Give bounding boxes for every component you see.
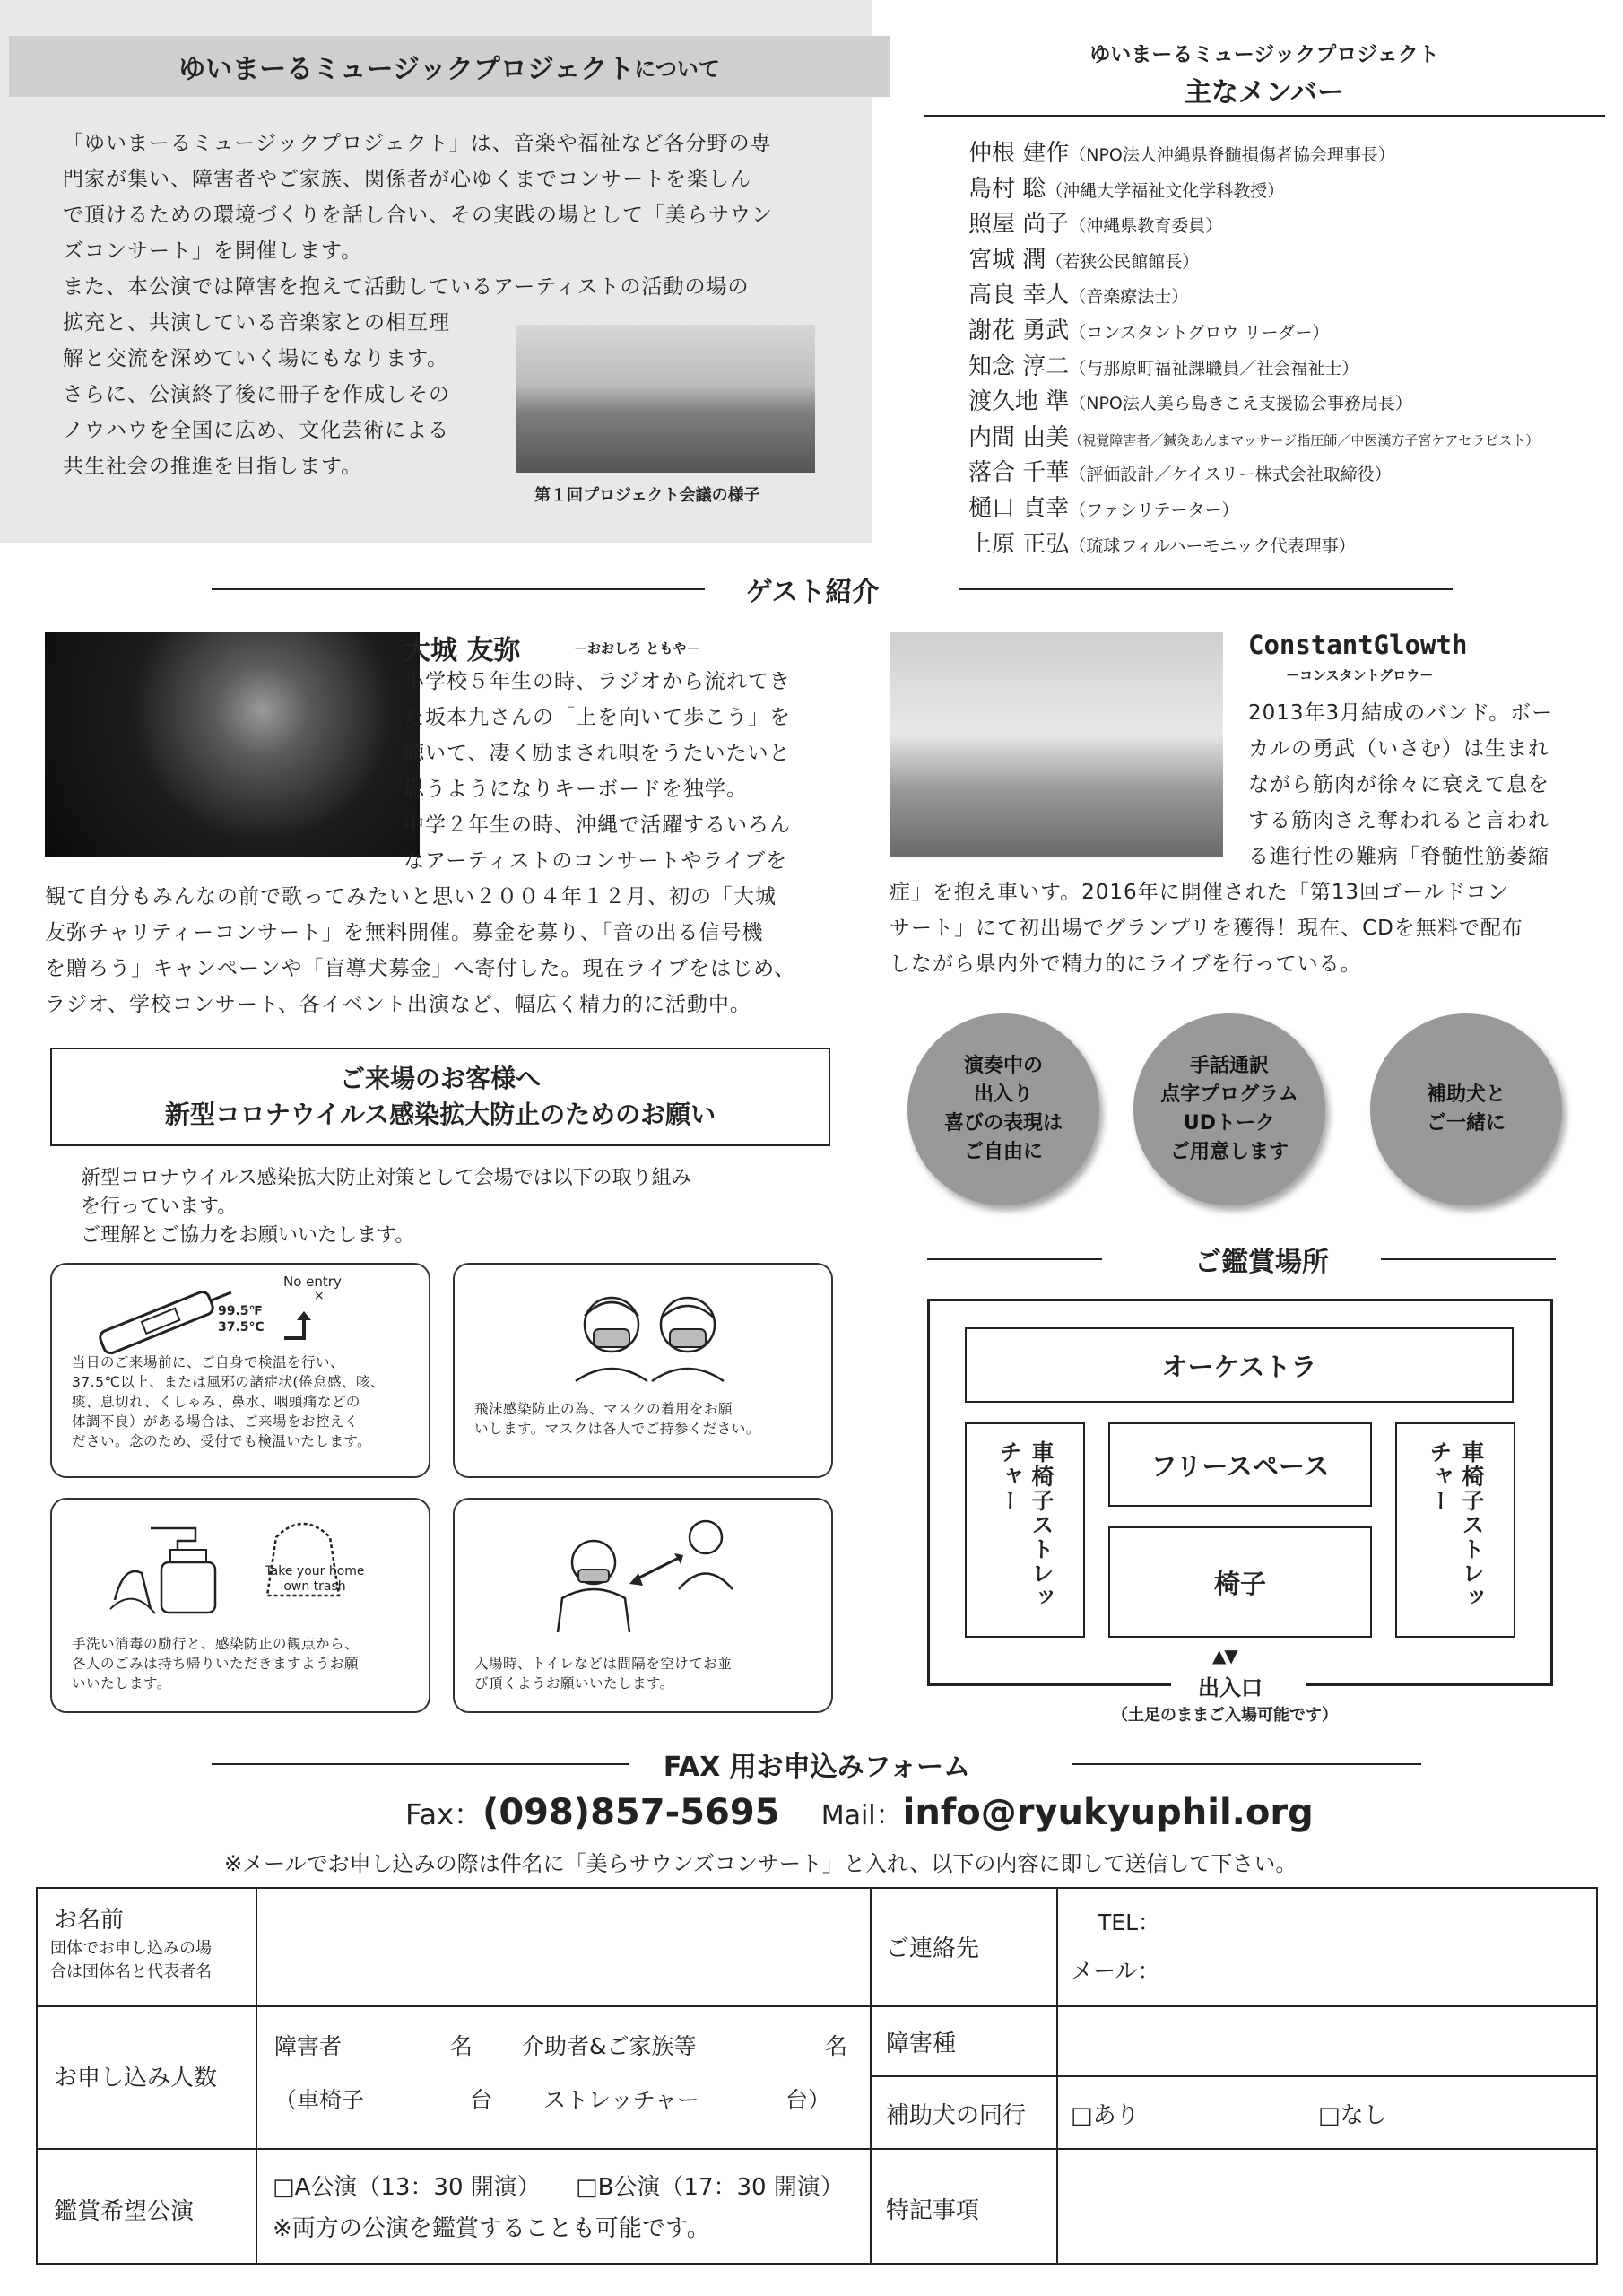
entrance-arrows-icon: ▲▼ xyxy=(1212,1645,1237,1666)
venue-orchestra: オーケストラ xyxy=(965,1327,1514,1403)
dog-yes-checkbox[interactable]: □あり xyxy=(1071,2102,1140,2129)
member-role: （視覚障害者／鍼灸あんまマッサージ指圧師／中医漢方子宮ケアセラピスト） xyxy=(1069,431,1540,448)
card4-text: 入場時、トイレなどは間隔を空けてお並 び頂くようお願いいたします。 xyxy=(474,1656,733,1692)
mask-people-icon xyxy=(562,1284,733,1383)
form-col-line xyxy=(1056,1887,1058,2265)
mail-field-label[interactable]: メール： xyxy=(1071,1958,1160,1984)
guest-divider-left xyxy=(212,588,705,590)
dog-no-checkbox[interactable]: □なし xyxy=(1318,2102,1387,2129)
member-row xyxy=(968,312,1329,345)
count-line1[interactable]: 障害者 名 介助者&ご家族等 名 xyxy=(274,2033,848,2059)
disability-field[interactable] xyxy=(1060,2009,1596,2074)
venue-divider-left xyxy=(927,1258,1102,1260)
mail-label: Mail： xyxy=(820,1800,903,1831)
member-row xyxy=(968,526,1356,559)
member-name: 内間 由美 xyxy=(968,423,1070,451)
member-role: （沖縄大学福祉文化学科教授） xyxy=(1046,180,1285,201)
member-name: 島村 聡 xyxy=(968,175,1046,203)
member-row xyxy=(968,241,1199,274)
member-name: 渡久地 準 xyxy=(968,388,1070,416)
card2-text: 飛沫感染防止の為、マスクの着用をお願 いします。マスクは各人でご持参ください。 xyxy=(474,1401,760,1437)
member-name: 落合 千華 xyxy=(968,459,1070,487)
members-title: 主なメンバー xyxy=(1185,77,1344,109)
name-field[interactable] xyxy=(260,1891,868,2004)
member-name: 上原 正弘 xyxy=(968,530,1070,558)
special-field[interactable] xyxy=(1060,2151,1596,2262)
special-label: 特記事項 xyxy=(886,2197,980,2224)
tel-label[interactable]: TEL： xyxy=(1098,1909,1160,1935)
member-role: （沖縄県教育委員） xyxy=(1069,216,1223,237)
performance-note: ※両方の公演を鑑賞することも可能です。 xyxy=(273,2215,710,2242)
form-row-line xyxy=(36,2148,1598,2150)
performance-b-checkbox[interactable]: □B公演（17：30 開演） xyxy=(576,2174,844,2201)
venue-title: ご鑑賞場所 xyxy=(1194,1247,1329,1278)
form-row-line xyxy=(870,2075,1598,2077)
social-distance-icon xyxy=(544,1509,751,1634)
venue-chairs: 椅子 xyxy=(1108,1526,1372,1638)
performance-a-checkbox[interactable]: □A公演（13：30 開演） xyxy=(273,2174,541,2201)
oshiro-kana: －おおしろ ともや－ xyxy=(574,640,700,657)
member-row xyxy=(968,170,1284,204)
guest-title: ゲスト紹介 xyxy=(745,577,880,608)
member-row xyxy=(968,348,1358,381)
contact-label: ご連絡先 xyxy=(886,1935,980,1962)
meeting-photo xyxy=(516,325,815,473)
oshiro-bio: 小学校５年生の時、ラジオから流れてき た坂本九さんの「上を向いて歩こう」を 聴いて、凄く励まされ唄をうたいたいと 思うようになりキーボードを独学。 中学２年生の時、沖縄で活躍するいろん なアーティストのコンサートやライブを xyxy=(404,670,791,873)
form-col-line xyxy=(256,1887,257,2265)
name-sublabel: 団体でお申し込みの場 合は団体名と代表者名 xyxy=(50,1939,212,1981)
venue-wheelchair-right: 車椅子ストレッチャー xyxy=(1395,1422,1515,1638)
no-entry-cross: × xyxy=(314,1289,325,1303)
covid-card-distance xyxy=(453,1498,833,1713)
oshiro-photo xyxy=(45,632,420,857)
constant-bio-full: 症」を抱え車いす。2016年に開催された「第13回ゴールドコン サート」にて初出場でグランプリを獲得！現在、CDを無料で配布 しながら県内外で精力的にライブを行っている。 xyxy=(890,881,1523,976)
card1-text: 当日のご来場前に、ご自身で検温を行い、 37.5℃以上、または風邪の諸症状(倦怠感、咳、 痰、息切れ、くしゃみ、鼻水、咽頭痛などの 体調不良）がある場合は、ご来場をお控えく ださい。念のため、受付でも検温いたします。 xyxy=(72,1354,385,1449)
fax-label: Fax： xyxy=(405,1797,483,1831)
covid-intro: 新型コロナウイルス感染拡大防止対策として会場では以下の取り組み を行っています。 ご理解とご協力をお願いいたします。 xyxy=(81,1167,691,1247)
member-role: （若狭公民館館長） xyxy=(1046,251,1200,272)
covid-notice-box: ご来場のお客様へ 新型コロナウイルス感染拡大防止のためのお願い xyxy=(50,1048,830,1146)
about-title: ゆいまーるミュージックプロジェクト について xyxy=(9,36,890,97)
oshiro-bio-full: 観て自分もみんなの前で歌ってみたいと思い２００４年１２月、初の「大城 友弥チャリティーコンサート」を無料開催。募金を募り、「音の出る信号機 を贈ろう」キャンペーンや「盲導犬募金」へ寄付した。現在ライブをはじめ、 ラジオ、学校コンサート、各イベント出演など、幅広く精力的に活動中。 xyxy=(45,885,796,1016)
member-role: （NPO法人沖縄県脊髄損傷者協会理事長） xyxy=(1069,145,1395,165)
constant-kana: －コンスタントグロウ－ xyxy=(1286,667,1434,683)
meeting-photo-caption: 第１回プロジェクト会議の様子 xyxy=(534,486,760,505)
member-name: 樋口 貞幸 xyxy=(968,495,1070,522)
temp-c: 37.5℃ xyxy=(218,1320,265,1335)
member-row xyxy=(968,490,1239,523)
constant-name: ConstantGlowth xyxy=(1248,630,1468,660)
form-divider-left xyxy=(212,1763,629,1765)
member-name: 仲根 建作 xyxy=(968,140,1070,167)
form-row-line xyxy=(36,2005,1598,2007)
constant-photo xyxy=(890,632,1223,857)
form-divider-right xyxy=(1072,1763,1421,1765)
mail-address[interactable]: info@ryukyuphil.org xyxy=(902,1792,1314,1833)
member-role: （与那原町福祉課職員／社会福祉士） xyxy=(1069,358,1359,378)
member-row xyxy=(968,454,1392,487)
trash-bag-label: Take your home own trash xyxy=(265,1564,365,1594)
about-text: 「ゆいまーるミュージックプロジェクト」は、音楽や福祉など各分野の専 門家が集い、障害者やご家族、関係者が心ゆくまでコンサートを楽しん で頂けるための環境づくりを話し合い、その実践の場として「美らサウン ズコンサート」を開催します。 また、本公演では障害を抱えて活動しているアーティストの活動の場の xyxy=(63,132,773,299)
temp-f: 99.5℉ xyxy=(218,1304,263,1318)
constant-bio: 2013年3月結成のバンド。ボー カルの勇武（いさむ）は生まれ ながら筋肉が徐々に衰えて息を する筋肉さえ奪われると言われ る進行性の難病「脊髄性筋萎縮 xyxy=(1248,701,1554,868)
member-role: （評価設計／ケイスリー株式会社取締役） xyxy=(1069,465,1392,485)
member-role: （音楽療法士） xyxy=(1069,287,1189,308)
member-row xyxy=(968,383,1412,416)
member-name: 謝花 勇武 xyxy=(968,317,1070,344)
member-row xyxy=(968,205,1222,239)
performance-label: 鑑賞希望公演 xyxy=(54,2198,195,2225)
dog-label: 補助犬の同行 xyxy=(886,2102,1027,2129)
contact-line xyxy=(405,1792,1314,1833)
no-entry-label: No entry xyxy=(283,1274,342,1290)
form-note: ※メールでお申し込みの際は件名に「美らサウンズコンサート」と入れ、以下の内容に即して送信して下さい。 xyxy=(224,1851,1298,1876)
covid-card-mask xyxy=(453,1263,833,1478)
members-divider xyxy=(924,115,1605,117)
member-role: （NPO法人美ら島きこえ支援協会事務局長） xyxy=(1069,394,1412,414)
about-text-continued: 拡充と、共演している音楽家との相互理 解と交流を深めていく場にもなります。 さらに、公演終了後に冊子を作成しその ノウハウを全国に広め、文化芸術による 共生社会の推進を目指します。 xyxy=(63,311,450,478)
no-entry-arrow-icon xyxy=(281,1308,325,1344)
venue-free-space: フリースペース xyxy=(1108,1422,1372,1507)
feature-circle-dog: 補助犬と ご一緒に xyxy=(1370,1013,1562,1205)
thermometer-icon xyxy=(79,1283,240,1354)
venue-entrance-note: （土足のままご入場可能です） xyxy=(1112,1706,1338,1725)
feature-circle-support: 手話通訳 点字プログラム UDトーク ご用意します xyxy=(1133,1013,1325,1205)
member-role: （ファシリテーター） xyxy=(1069,500,1239,520)
oshiro-name: 大城 友弥 xyxy=(404,635,521,666)
disability-label: 障害種 xyxy=(886,2031,957,2057)
guest-divider-right xyxy=(959,588,1453,590)
covid-card-temperature xyxy=(50,1263,430,1478)
member-name: 高良 幸人 xyxy=(968,282,1070,309)
form-title: FAX 用お申込みフォーム xyxy=(663,1752,971,1783)
fax-number[interactable]: (098)857-5695 xyxy=(482,1792,780,1833)
member-row xyxy=(968,135,1395,168)
count-line2[interactable]: （車椅子 台 ストレッチャー 台） xyxy=(274,2087,831,2113)
name-label: お名前 xyxy=(54,1907,125,1934)
feature-circle-entry: 演奏中の 出入り 喜びの表現は ご自由に xyxy=(907,1013,1099,1205)
form-col-line xyxy=(870,1887,872,2265)
member-row xyxy=(968,276,1188,309)
member-role: （琉球フィルハーモニック代表理事） xyxy=(1069,535,1356,556)
hand-sanitizer-icon xyxy=(106,1510,240,1618)
member-name: 知念 淳二 xyxy=(968,352,1070,380)
covid-card-handwash xyxy=(50,1498,430,1713)
member-row xyxy=(968,419,1539,452)
member-name: 宮城 潤 xyxy=(968,246,1046,274)
venue-wheelchair-left: 車椅子ストレッチャー xyxy=(965,1422,1085,1638)
count-label: お申し込み人数 xyxy=(54,2065,218,2092)
members-subtitle: ゆいまーるミュージックプロジェクト xyxy=(1089,43,1439,66)
member-role: （コンスタントグロウ リーダー） xyxy=(1069,323,1330,343)
card3-text: 手洗い消毒の励行と、感染防止の観点から、 各人のごみは持ち帰りいただきますようお願 いいたします。 xyxy=(72,1636,360,1692)
venue-entrance: 出入口 xyxy=(1198,1675,1263,1700)
venue-divider-right xyxy=(1381,1258,1556,1260)
member-name: 照屋 尚子 xyxy=(968,211,1070,239)
